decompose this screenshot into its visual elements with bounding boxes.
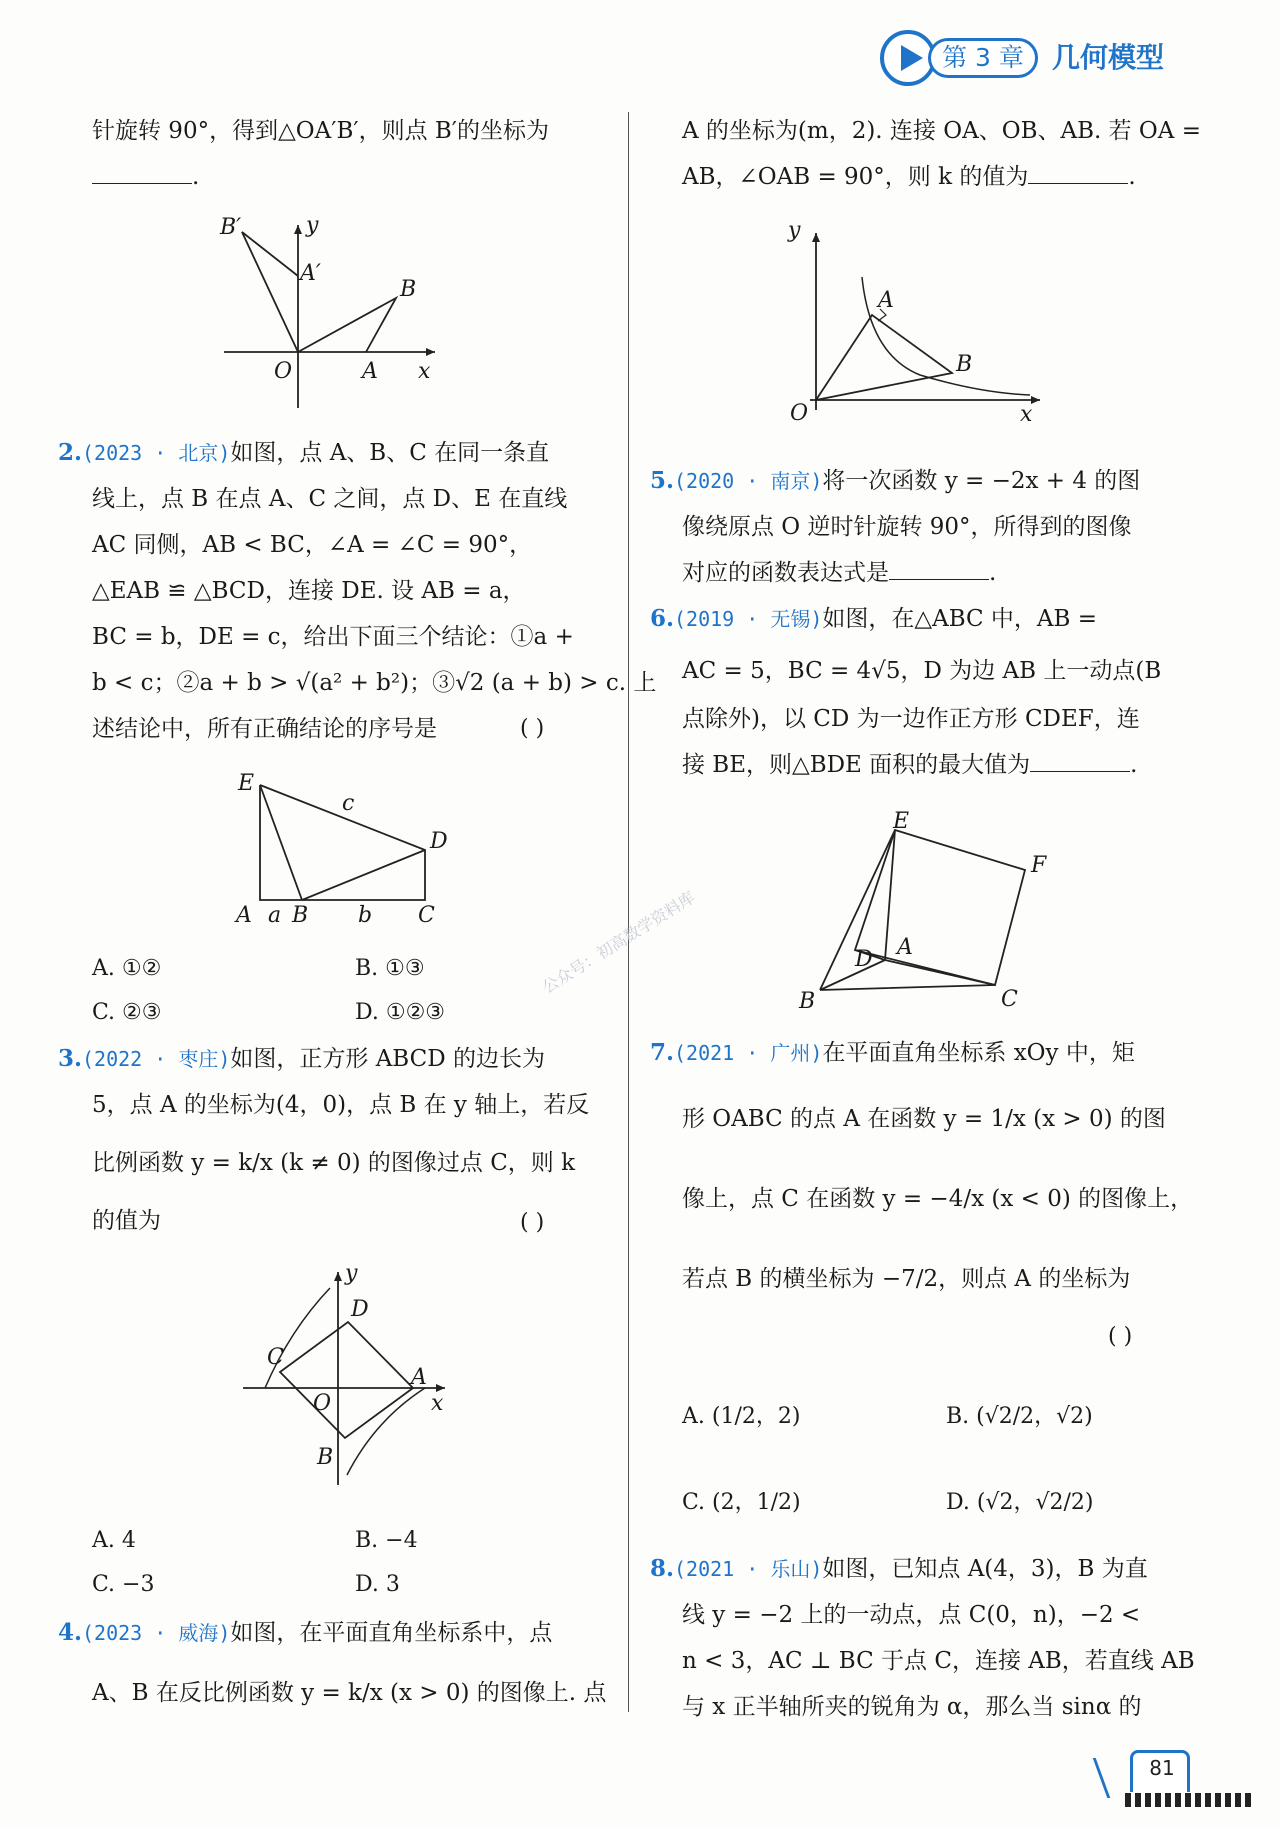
label-A-prime: A′ <box>300 261 321 286</box>
q7-line2: 形 OABC 的点 A 在函数 y = 1/x (x > 0) 的图 <box>682 1106 1166 1132</box>
q4-line2: A、B 在反比例函数 y = k/x (x > 0) 的图像上. 点 <box>92 1680 607 1706</box>
q8-line2: 线 y = −2 上的一动点，点 C(0，n)，−2 < <box>682 1602 1141 1628</box>
label-x: x <box>1020 402 1033 425</box>
q2-line6: b < c；②a + b > √(a² + b²)；③√2 (a + b) > c. 上 <box>92 670 657 696</box>
label-D: D <box>855 947 873 972</box>
label-E: E <box>893 810 910 834</box>
figure-3-square-hyperbola <box>235 1260 465 1490</box>
q6-line3: 点除外)，以 CD 为一边作正方形 CDEF，连 <box>682 706 1140 732</box>
q8-line1: 8.(2021 · 乐山)如图，已知点 A(4，3)，B 为直 <box>650 1555 1148 1582</box>
q8-line3: n < 3，AC ⊥ BC 于点 C，连接 AB，若直线 AB <box>682 1648 1195 1674</box>
label-D: D <box>430 829 448 854</box>
q7-line3: 像上，点 C 在函数 y = −4/x (x < 0) 的图像上， <box>682 1186 1194 1212</box>
answer-blank <box>92 161 192 184</box>
q7-option-b[interactable]: B. (√2/2，√2) <box>946 1404 1093 1429</box>
q4-tail-line2: AB，∠OAB = 90°，则 k 的值为 . <box>682 154 1136 200</box>
label-C: C <box>418 903 435 928</box>
page-number: 81 <box>1149 1756 1175 1780</box>
scan-artifact-bar <box>1125 1793 1255 1807</box>
label-x: x <box>431 1391 444 1416</box>
q7-option-a[interactable]: A. (1/2，2) <box>682 1404 801 1429</box>
q3-option-c[interactable]: C. −3 <box>92 1572 155 1597</box>
q7-line4: 若点 B 的横坐标为 −7/2，则点 A 的坐标为 <box>682 1266 1131 1292</box>
q2-option-c[interactable]: C. ②③ <box>92 1000 162 1025</box>
q2-option-a[interactable]: A. ①② <box>92 956 162 981</box>
label-C: C <box>1001 987 1018 1010</box>
q2-answer-paren: ( ) <box>520 716 545 741</box>
figure-4-hyperbola-triangle <box>780 215 1060 425</box>
q3-answer-paren: ( ) <box>520 1210 545 1235</box>
label-A: A <box>878 288 894 313</box>
q2-line7: 述结论中，所有正确结论的序号是 <box>92 716 437 742</box>
label-y: y <box>306 213 319 238</box>
label-B-prime: B′ <box>220 215 242 240</box>
label-a: a <box>268 903 282 928</box>
label-B: B <box>799 989 816 1010</box>
label-y: y <box>345 1261 358 1286</box>
q2-option-b[interactable]: B. ①③ <box>355 956 425 981</box>
q3-line1: 3.(2022 · 枣庄)如图，正方形 ABCD 的边长为 <box>58 1045 545 1072</box>
label-F: F <box>1031 853 1047 878</box>
q2-option-d[interactable]: D. ①②③ <box>355 1000 446 1025</box>
q4-tail-line1: A 的坐标为(m，2). 连接 OA、OB、AB. 若 OA = <box>682 118 1201 144</box>
figure-5-square-triangle <box>795 810 1065 1010</box>
q3-line4: 的值为 <box>92 1208 161 1234</box>
answer-blank <box>1028 161 1128 184</box>
column-divider <box>628 112 629 1712</box>
chapter-title: 几何模型 <box>1052 41 1165 74</box>
q2-line5: BC = b，DE = c，给出下面三个结论：①a + <box>92 624 574 650</box>
q3-line2: 5，点 A 的坐标为(4，0)，点 B 在 y 轴上，若反 <box>92 1092 590 1118</box>
figure-1-rotation <box>210 210 450 410</box>
q5-line1: 5.(2020 · 南京)将一次函数 y = −2x + 4 的图 <box>650 467 1141 494</box>
watermark: 公众号：初高数学资料库 <box>538 887 699 998</box>
q7-line1: 7.(2021 · 广州)在平面直角坐标系 xOy 中，矩 <box>650 1039 1135 1066</box>
label-C: C <box>267 1345 284 1370</box>
q4-line1: 4.(2023 · 威海)如图，在平面直角坐标系中，点 <box>58 1619 553 1646</box>
q8-line4: 与 x 正半轴所夹的锐角为 α，那么当 sinα 的 <box>682 1694 1142 1720</box>
q7-option-c[interactable]: C. (2，1/2) <box>682 1490 801 1515</box>
chapter-number: 第 3 章 <box>928 38 1038 78</box>
q6-line4: 接 BE，则△BDE 面积的最大值为 . <box>682 742 1137 788</box>
label-A: A <box>897 935 913 960</box>
q5-line3: 对应的函数表达式是 . <box>682 550 996 596</box>
q2-line1: 2.(2023 · 北京)如图，点 A、B、C 在同一条直 <box>58 439 550 466</box>
chapter-badge <box>880 30 1200 86</box>
label-D: D <box>351 1297 369 1322</box>
q3-option-d[interactable]: D. 3 <box>355 1572 400 1597</box>
q6-line1: 6.(2019 · 无锡)如图，在△ABC 中，AB = <box>650 605 1098 632</box>
q3-option-b[interactable]: B. −4 <box>355 1528 418 1553</box>
label-E: E <box>238 771 255 796</box>
q2-line3: AC 同侧，AB < BC，∠A = ∠C = 90°， <box>92 532 533 558</box>
label-O: O <box>790 401 809 425</box>
q3-option-a[interactable]: A. 4 <box>92 1528 136 1553</box>
label-B: B <box>292 903 309 928</box>
q1-tail-line1: 针旋转 90°，得到△OA′B′，则点 B′的坐标为 <box>92 118 550 144</box>
label-x: x <box>418 359 431 384</box>
answer-blank <box>889 557 989 580</box>
label-A: A <box>411 1365 427 1390</box>
q6-line2: AC = 5，BC = 4√5，D 为边 AB 上一动点(B <box>682 658 1162 684</box>
q5-line2: 像绕原点 O 逆时针旋转 90°，所得到的图像 <box>682 514 1132 540</box>
label-b: b <box>358 903 373 928</box>
q7-option-d[interactable]: D. (√2，√2/2) <box>946 1490 1094 1515</box>
q2-line4: △EAB ≌ △BCD，连接 DE. 设 AB = a， <box>92 578 526 604</box>
figure-2-triangles <box>230 770 460 940</box>
label-A: A <box>362 359 378 384</box>
label-O: O <box>313 1391 332 1416</box>
label-c: c <box>342 791 355 816</box>
label-O: O <box>274 359 293 384</box>
label-A: A <box>236 903 252 928</box>
label-B: B <box>317 1445 334 1470</box>
q3-line3: 比例函数 y = k/x (k ≠ 0) 的图像过点 C，则 k <box>92 1150 576 1176</box>
q2-line2: 线上，点 B 在点 A、C 之间，点 D、E 在直线 <box>92 486 568 512</box>
label-y: y <box>788 218 801 243</box>
q7-answer-paren: ( ) <box>1108 1324 1133 1349</box>
label-B: B <box>956 352 973 377</box>
answer-blank <box>1030 749 1130 772</box>
q1-tail-line2: . <box>92 154 199 200</box>
label-B: B <box>400 277 417 302</box>
